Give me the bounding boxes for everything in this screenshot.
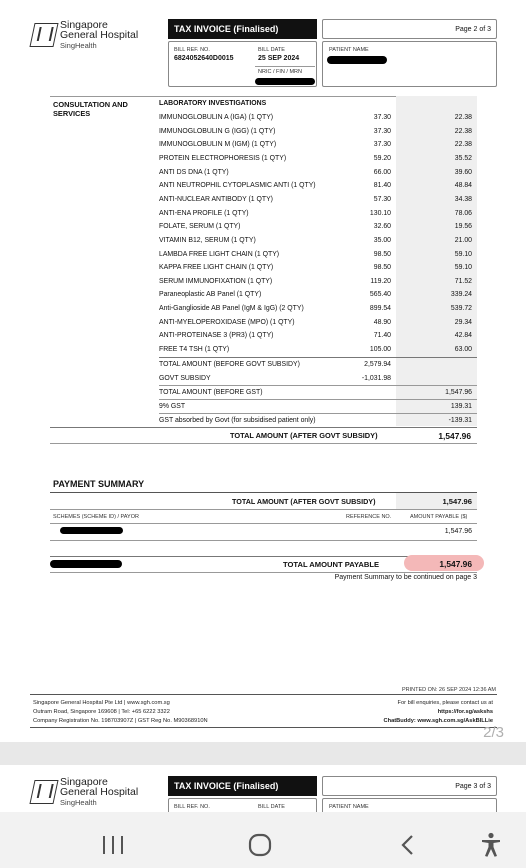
charge-item-amount: 35.00 <box>373 236 391 244</box>
charge-item-name: IMMUNOGLOBULIN G (IGG) (1 QTY) <box>159 127 276 135</box>
charge-item-row <box>159 343 391 357</box>
charge-item-row <box>159 261 391 275</box>
charge-item-name: SERUM IMMUNOFIXATION (1 QTY) <box>159 277 273 285</box>
charge-item-row <box>159 220 391 234</box>
charge-item-name: ANTI-MYELOPEROXIDASE (MPO) (1 QTY) <box>159 318 295 326</box>
charge-item-row <box>159 275 391 289</box>
bill-date-label: BILL DATE <box>258 47 285 53</box>
charge-item-payable: 63.00 <box>454 346 472 354</box>
charge-item-amount: 48.90 <box>373 318 391 326</box>
hospital-name-line1-p3: Singapore <box>60 776 108 788</box>
next-patient-label: PATIENT NAME <box>329 804 369 810</box>
hospital-name-line1: Singapore <box>60 19 108 31</box>
next-bill-date-label: BILL DATE <box>258 804 285 810</box>
payor-redaction <box>50 560 122 568</box>
charge-item-name: IMMUNOGLOBULIN M (IGM) (1 QTY) <box>159 141 277 149</box>
charge-item-amount: 119.20 <box>370 277 391 285</box>
scheme-redaction <box>60 527 123 534</box>
charge-item-name: PROTEIN ELECTROPHORESIS (1 QTY) <box>159 154 287 162</box>
gst-absorbed-row <box>159 414 472 428</box>
charge-item-amount: 37.30 <box>373 114 391 121</box>
charge-item-row <box>159 234 391 248</box>
nric-label: NRIC / FIN / MRN <box>258 69 302 75</box>
charge-item-payable: 59.10 <box>454 264 472 272</box>
bill-ref-value: 6824052640D0015 <box>174 55 234 62</box>
charge-item-payable: 71.52 <box>454 277 472 285</box>
charge-item-amount: 37.30 <box>373 141 391 149</box>
patient-name-label: PATIENT NAME <box>329 47 369 53</box>
footer-enquiries: For bill enquiries, please contact us at <box>397 700 493 706</box>
charge-item-name: LAMBDA FREE LIGHT CHAIN (1 QTY) <box>159 250 280 258</box>
subsidy-label: GOVT SUBSIDY <box>159 375 211 382</box>
charge-item-amount: 32.60 <box>373 223 391 231</box>
total-payable-label: TOTAL AMOUNT PAYABLE <box>283 560 380 569</box>
before-subsidy-row <box>159 358 391 372</box>
charge-item-name: Paraneoplastic AB Panel (1 QTY) <box>159 291 262 299</box>
charge-item-row <box>159 138 391 152</box>
charge-item-name: ANTI-ENA PROFILE (1 QTY) <box>159 209 249 217</box>
back-icon[interactable] <box>398 834 418 856</box>
gst-absorbed-label: GST absorbed by Govt (for subsidised patient only) <box>159 417 316 424</box>
printed-on: PRINTED ON: 26 SEP 2024 12:36 AM <box>401 687 496 693</box>
bill-ref-label: BILL REF. NO. <box>174 47 210 53</box>
after-subsidy-value: 1,547.96 <box>438 431 471 441</box>
charge-item-payable: 35.52 <box>454 154 472 162</box>
next-page-logo <box>30 777 140 807</box>
charge-item-row <box>159 288 391 302</box>
page-indicator: 2/3 <box>483 724 504 741</box>
charge-item-amount: 71.40 <box>373 332 391 340</box>
category-title: LABORATORY INVESTIGATIONS <box>159 100 267 107</box>
charge-item-payable: 78.06 <box>454 209 472 217</box>
footer-address: Outram Road, Singapore 169608 | Tel: +65 6222 3322 <box>33 709 170 715</box>
charge-item-row <box>159 207 391 221</box>
charge-item-row <box>159 302 391 316</box>
gst-label: 9% GST <box>159 403 186 410</box>
charge-item-row <box>159 329 391 343</box>
reference-no-label: REFERENCE NO. <box>346 514 392 520</box>
charge-item-payable: 48.84 <box>454 182 472 190</box>
charge-item-name: FOLATE, SERUM (1 QTY) <box>159 223 241 231</box>
gst-absorbed-value: -139.31 <box>448 417 472 424</box>
charge-item-amount: 105.00 <box>369 346 391 354</box>
recent-apps-icon[interactable] <box>100 834 126 856</box>
charge-item-amount: 66.00 <box>373 168 391 176</box>
section-title: CONSULTATION AND SERVICES <box>53 100 128 118</box>
charge-item-row <box>159 166 391 180</box>
nric-redaction <box>255 78 315 85</box>
charge-item-amount: 565.40 <box>369 291 391 299</box>
charge-item-row <box>159 179 391 193</box>
sgh-logo-icon-page3 <box>29 780 58 804</box>
schemes-label: SCHEMES (SCHEME ID) / PAYOR <box>53 514 139 520</box>
invoice-title: TAX INVOICE (Finalised) <box>168 19 317 39</box>
hospital-group-p3: SingHealth <box>60 798 97 807</box>
system-nav-bar <box>0 812 526 868</box>
footer-chatbuddy[interactable]: ChatBuddy: www.sgh.com.sg/AskBILLie <box>383 718 493 724</box>
charge-item-name: ANTI NEUTROPHIL CYTOPLASMIC ANTI (1 QTY) <box>159 182 316 190</box>
charge-item-payable: 339.24 <box>450 291 472 299</box>
sgh-logo-icon <box>29 23 58 47</box>
charge-item-payable: 59.10 <box>454 250 472 258</box>
patient-name-redaction <box>327 56 387 64</box>
payment-summary-title: PAYMENT SUMMARY <box>53 479 145 489</box>
charge-item-row <box>159 152 391 166</box>
charge-item-amount: 899.54 <box>369 305 391 313</box>
subsidy-value: -1,031.98 <box>361 375 391 382</box>
charge-item-row <box>159 248 391 262</box>
charge-item-payable: 21.00 <box>454 236 472 244</box>
charge-item-amount: 98.50 <box>373 264 391 272</box>
charge-item-payable: 539.72 <box>450 305 472 313</box>
hospital-group: SingHealth <box>60 41 97 50</box>
charge-item-payable: 39.60 <box>454 168 472 176</box>
next-invoice-title: TAX INVOICE (Finalised) <box>168 776 317 796</box>
payment-total-value: 1,547.96 <box>442 497 472 506</box>
charge-item-amount: 98.50 <box>373 250 391 258</box>
footer-enquiry-link[interactable]: https://for.sg/askshs <box>437 709 493 715</box>
bill-date-value: 25 SEP 2024 <box>258 55 300 62</box>
page-number-box <box>322 19 497 39</box>
charge-item-amount: 81.40 <box>373 182 391 190</box>
charge-item-name: ANTI-NUCLEAR ANTIBODY (1 QTY) <box>159 195 273 203</box>
charge-item-payable: 34.38 <box>454 195 472 203</box>
charge-item-row <box>159 316 391 330</box>
charge-item-amount: 59.20 <box>373 154 391 162</box>
gst-value: 139.31 <box>450 403 472 410</box>
page-gap <box>0 742 526 765</box>
charge-item-name: Anti-Ganglioside AB Panel (IgM & IgG) (2 QTY) <box>159 305 304 313</box>
charge-item-name: IMMUNOGLOBULIN A (IGA) (1 QTY) <box>159 114 274 121</box>
charge-item-amount: 130.10 <box>369 209 391 217</box>
scheme-amount: 1,547.96 <box>444 528 472 535</box>
charge-item-row <box>159 125 391 139</box>
charge-item-name: KAPPA FREE LIGHT CHAIN (1 QTY) <box>159 264 274 272</box>
charge-item-name: ANTI DS DNA (1 QTY) <box>159 168 229 176</box>
next-page-number-box <box>322 776 497 796</box>
charge-item-payable: 22.38 <box>454 114 472 121</box>
charge-item-payable: 22.38 <box>454 141 472 149</box>
patient-box <box>322 41 497 87</box>
payment-total-label: TOTAL AMOUNT (AFTER GOVT SUBSIDY) <box>232 497 376 506</box>
footer-company: Singapore General Hospital Pte Ltd | www.sgh.com.sg <box>33 700 170 706</box>
charge-item-payable: 19.56 <box>454 223 472 231</box>
page-number: Page 2 of 3 <box>455 26 491 33</box>
footer-registration: Company Registration No. 198703907Z | GST Reg No. M90368910N <box>33 718 208 724</box>
before-gst-row <box>159 386 472 400</box>
charge-item-row <box>159 111 391 125</box>
hospital-name-line2: General Hospital <box>60 29 139 41</box>
charge-item-amount: 37.30 <box>373 127 391 135</box>
before-gst-value: 1,547.96 <box>445 389 472 396</box>
charge-item-payable: 22.38 <box>454 127 472 135</box>
charge-item-name: VITAMIN B12, SERUM (1 QTY) <box>159 236 256 244</box>
subsidy-row <box>159 372 391 386</box>
before-gst-label: TOTAL AMOUNT (BEFORE GST) <box>159 389 263 396</box>
next-page-number: Page 3 of 3 <box>455 783 491 790</box>
charge-item-name: ANTI-PROTEINASE 3 (PR3) (1 QTY) <box>159 332 274 340</box>
hospital-name-line2-p3: General Hospital <box>60 786 139 798</box>
hospital-logo <box>30 20 140 50</box>
charge-item-name: FREE T4 TSH (1 QTY) <box>159 346 230 354</box>
home-icon[interactable] <box>248 833 272 857</box>
after-subsidy-label: TOTAL AMOUNT (AFTER GOVT SUBSIDY) <box>230 431 378 440</box>
charge-item-payable: 42.84 <box>454 332 472 340</box>
continued-note: Payment Summary to be continued on page 3 <box>334 574 477 581</box>
next-bill-ref-label: BILL REF. NO. <box>174 804 210 810</box>
charge-item-payable: 29.34 <box>454 318 472 326</box>
total-payable-value: 1,547.96 <box>439 559 472 569</box>
amount-payable-label: AMOUNT PAYABLE ($) <box>410 514 468 520</box>
charge-item-amount: 57.30 <box>373 195 391 203</box>
gst-row <box>159 400 472 414</box>
charge-item-row <box>159 193 391 207</box>
accessibility-icon[interactable] <box>480 832 502 858</box>
before-subsidy-label: TOTAL AMOUNT (BEFORE GOVT SUBSIDY) <box>159 361 300 368</box>
bill-info-box <box>168 41 317 87</box>
before-subsidy-value: 2,579.94 <box>364 361 391 368</box>
